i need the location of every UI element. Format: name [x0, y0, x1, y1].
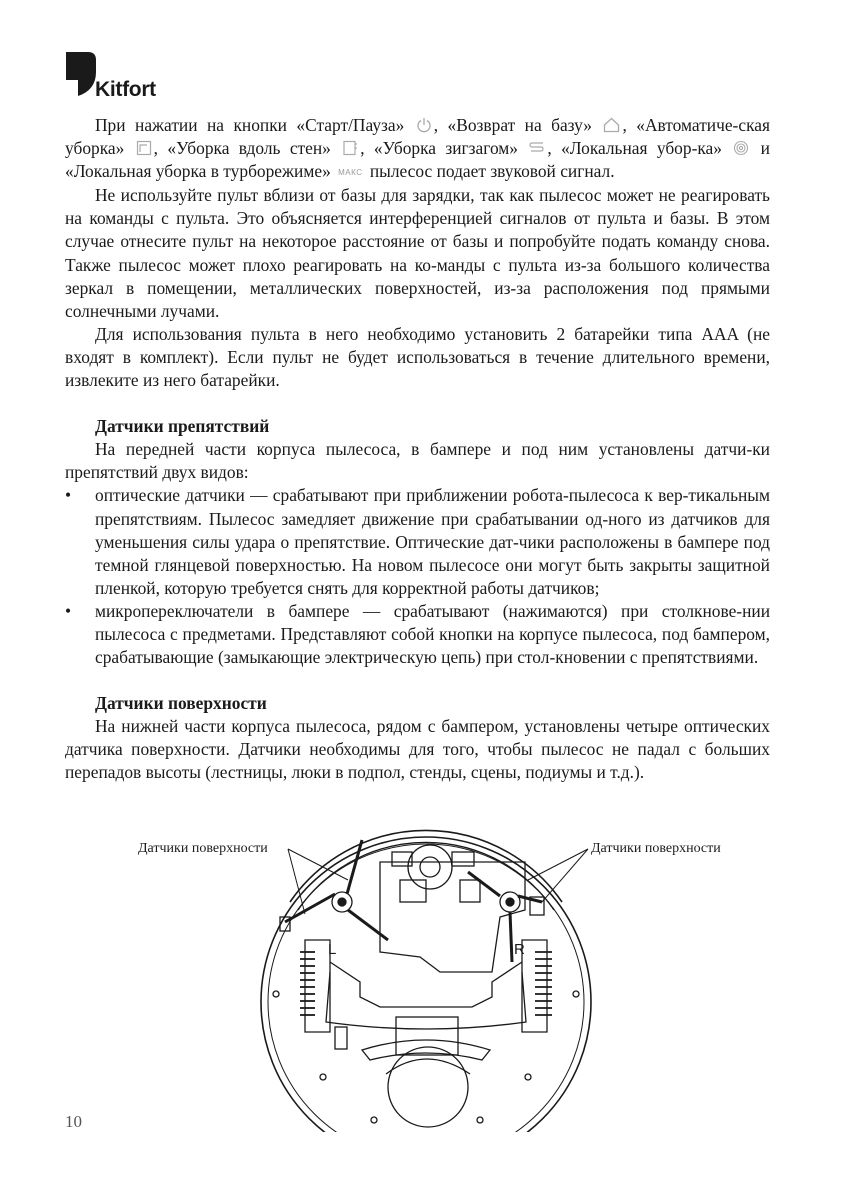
zigzag-clean-icon [529, 140, 545, 156]
text-segment: , «Автоматиче-ская уборка» [65, 115, 770, 159]
list-item: • оптические датчики — срабатывают при приближении робота-пылесоса к вер-тикальным препятствиям. Пылесос замедляет движение при срабатывании од-ного из датчиков для уменьшения силы удара о препятствие. Оптические дат-чики расположены в бампере под темной глянцевой поверхностью. На новом пылесосе они могут быть закрыты защитной пленкой, которую требуется снять для корректной работы датчиков; [65, 484, 770, 599]
text-segment: При нажатии на кнопки «Старт/Пауза» [95, 115, 405, 135]
text-segment: , «Уборка вдоль стен» [153, 138, 331, 159]
paragraph-remote-buttons [65, 114, 770, 184]
obstacle-sensors-list [65, 484, 770, 669]
auto-clean-icon [136, 140, 152, 156]
list-item: • микропереключатели в бампере — срабатывают (нажимаются) при столкнове-нии пылесоса с предметами. Представляют собой кнопки на корпусе пылесоса, под бампером, срабатывающие (замыкающие электрическую цепь) при стол-кновении с препятствиями. [65, 600, 770, 669]
brand-name: Kitfort [95, 78, 156, 101]
section-title-obstacle-sensors: Датчики препятствий [95, 416, 270, 437]
robot-vacuum-illustration [130, 822, 750, 1132]
paragraph-surface-sensors: На нижней части корпуса пылесоса, рядом с бампером, установлены четыре оптических датчика поверхности. Датчики необходимы для того, чтобы пылесос не падал с больших перепадов высоты (лестницы, люки в подпол, стенды, сцены, подиумы и т.д.). [65, 716, 770, 783]
home-icon [603, 117, 620, 133]
text-segment: , «Возврат на базу» [433, 115, 593, 135]
paragraph-remote-batteries: Для использования пульта в него необходимо установить 2 батарейки типа AAA (не входят в комплект). Если пульт не будет использоваться в течение длительного времени, извлеките из него батарейки. [65, 323, 770, 391]
wall-clean-icon [342, 140, 358, 156]
paragraph-obstacle-sensors-intro: На передней части корпуса пылесоса, в бампере и под ним установлены датчи-ки препятствий двух видов: [65, 439, 770, 483]
spot-clean-icon [733, 140, 749, 156]
robot-underside-figure [130, 822, 750, 1132]
figure-label-right: Датчики поверхности [591, 841, 721, 856]
section-title-surface-sensors: Датчики поверхности [95, 693, 267, 714]
text-segment: , «Локальная убор-ка» [547, 138, 722, 159]
left-wheel-letter: L [328, 941, 337, 958]
paragraph-remote-interference: Не используйте пульт вблизи от базы для зарядки, так как пылесос может не реагировать на команды с пульта. Это объясняется интерференцией сигналов от пульта и базы. В этом случае отнесите пульт на некоторое расстояние от базы и попробуйте подать команду снова. Также пылесос может плохо реагировать на ко-манды с пульта из-за большого количества зеркал в помещении, металлических поверхностей, из-за расположения под прямыми солнечными лучами. [65, 185, 770, 321]
text-segment: , «Уборка зигзагом» [360, 138, 519, 159]
right-wheel-letter: R [514, 941, 525, 958]
turbo-mode-icon: МАКС [338, 168, 363, 178]
page-content [65, 114, 770, 785]
power-icon [416, 117, 432, 133]
text-segment: и «Локальная уборка в турборежиме» [65, 138, 770, 182]
text-segment: пылесос подает звуковой сигнал. [365, 161, 615, 182]
page-number: 10 [65, 1112, 82, 1131]
figure-label-left: Датчики поверхности [138, 841, 268, 856]
